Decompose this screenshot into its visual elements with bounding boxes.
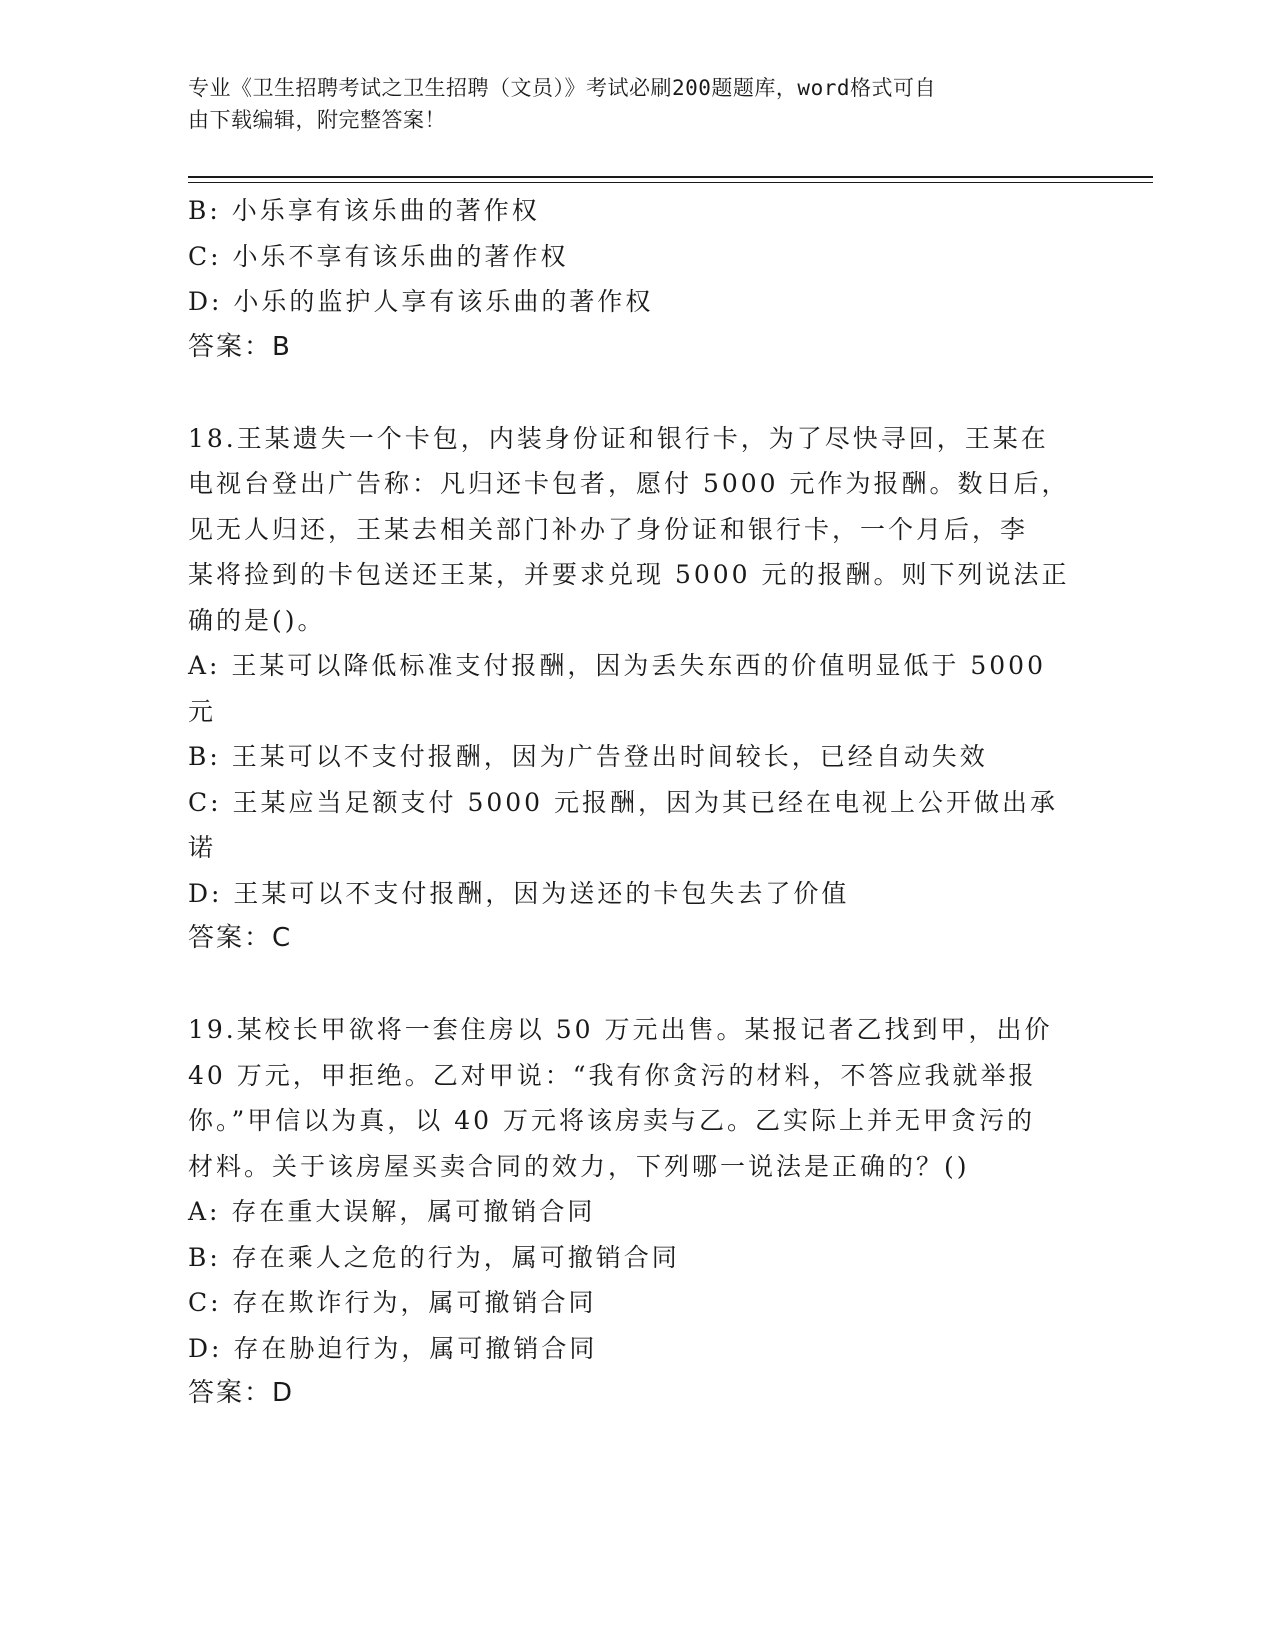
- question-19-block: [188, 1007, 1078, 1417]
- q17-answer: 答案：B: [188, 331, 292, 362]
- q18-stem-line: 某将捡到的卡包送还王某，并要求兑现 5000 元的报酬。则下列说法正: [188, 560, 1070, 589]
- q19-option-a: A: 存在重大误解，属可撤销合同: [188, 1197, 596, 1226]
- header-line-2: 由下载编辑，附完整答案！: [188, 108, 446, 132]
- q18-option-c: C: 王某应当足额支付 5000 元报酬，因为其已经在电视上公开做出承: [188, 787, 1059, 817]
- header-divider-thin: [188, 182, 1153, 183]
- q19-stem-line: 材料。关于该房屋买卖合同的效力，下列哪一说法是正确的？(): [188, 1151, 970, 1181]
- q17-option-d: D: 小乐的监护人享有该乐曲的著作权: [188, 287, 654, 316]
- q17-option-b: B: 小乐享有该乐曲的著作权: [188, 196, 540, 225]
- q18-option-a: A: 王某可以降低标准支付报酬，因为丢失东西的价值明显低于 5000: [188, 651, 1046, 680]
- q19-option-c: C: 存在欺诈行为，属可撤销合同: [188, 1288, 597, 1317]
- q18-stem-line: 确的是()。: [188, 605, 326, 635]
- question-18-block: [188, 416, 1078, 962]
- q18-stem-line: 18.王某遗失一个卡包，内装身份证和银行卡，为了尽快寻回，王某在: [188, 423, 1049, 453]
- q18-answer: 答案：C: [188, 923, 293, 953]
- header-divider-thick: [188, 176, 1153, 178]
- q19-stem-line: 19.某校长甲欲将一套住房以 50 万元出售。某报记者乙找到甲，出价: [188, 1015, 1053, 1044]
- q19-answer: 答案：D: [188, 1378, 295, 1408]
- header-line-1: 专业《卫生招聘考试之卫生招聘（文员）》考试必刷200题题库，word格式可自: [188, 76, 936, 100]
- q18-option-b: B: 王某可以不支付报酬，因为广告登出时间较长，已经自动失效: [188, 742, 988, 771]
- q18-option-a-cont: 元: [188, 696, 217, 726]
- spacer: [188, 370, 1078, 416]
- q18-stem-line: 见无人归还，王某去相关部门补办了身份证和银行卡，一个月后，李: [188, 514, 1029, 544]
- q19-stem-line: 你。”甲信以为真，以 40 万元将该房卖与乙。乙实际上并无甲贪污的: [188, 1106, 1035, 1135]
- q19-option-d: D: 存在胁迫行为，属可撤销合同: [188, 1333, 598, 1363]
- spacer: [188, 962, 1078, 1008]
- question-content: [188, 188, 1078, 1417]
- question-17-block: [188, 188, 1078, 370]
- q18-stem-line: 电视台登出广告称：凡归还卡包者，愿付 5000 元作为报酬。数日后，: [188, 469, 1070, 498]
- q19-option-b: B: 存在乘人之危的行为，属可撤销合同: [188, 1242, 680, 1272]
- q19-stem-line: 40 万元，甲拒绝。乙对甲说：“我有你贪污的材料，不答应我就举报: [188, 1060, 1037, 1090]
- q18-option-c-cont: 诺: [188, 833, 217, 862]
- q17-option-c: C: 小乐不享有该乐曲的著作权: [188, 241, 569, 271]
- q18-option-d: D: 王某可以不支付报酬，因为送还的卡包失去了价值: [188, 878, 850, 908]
- document-header: [188, 72, 1088, 136]
